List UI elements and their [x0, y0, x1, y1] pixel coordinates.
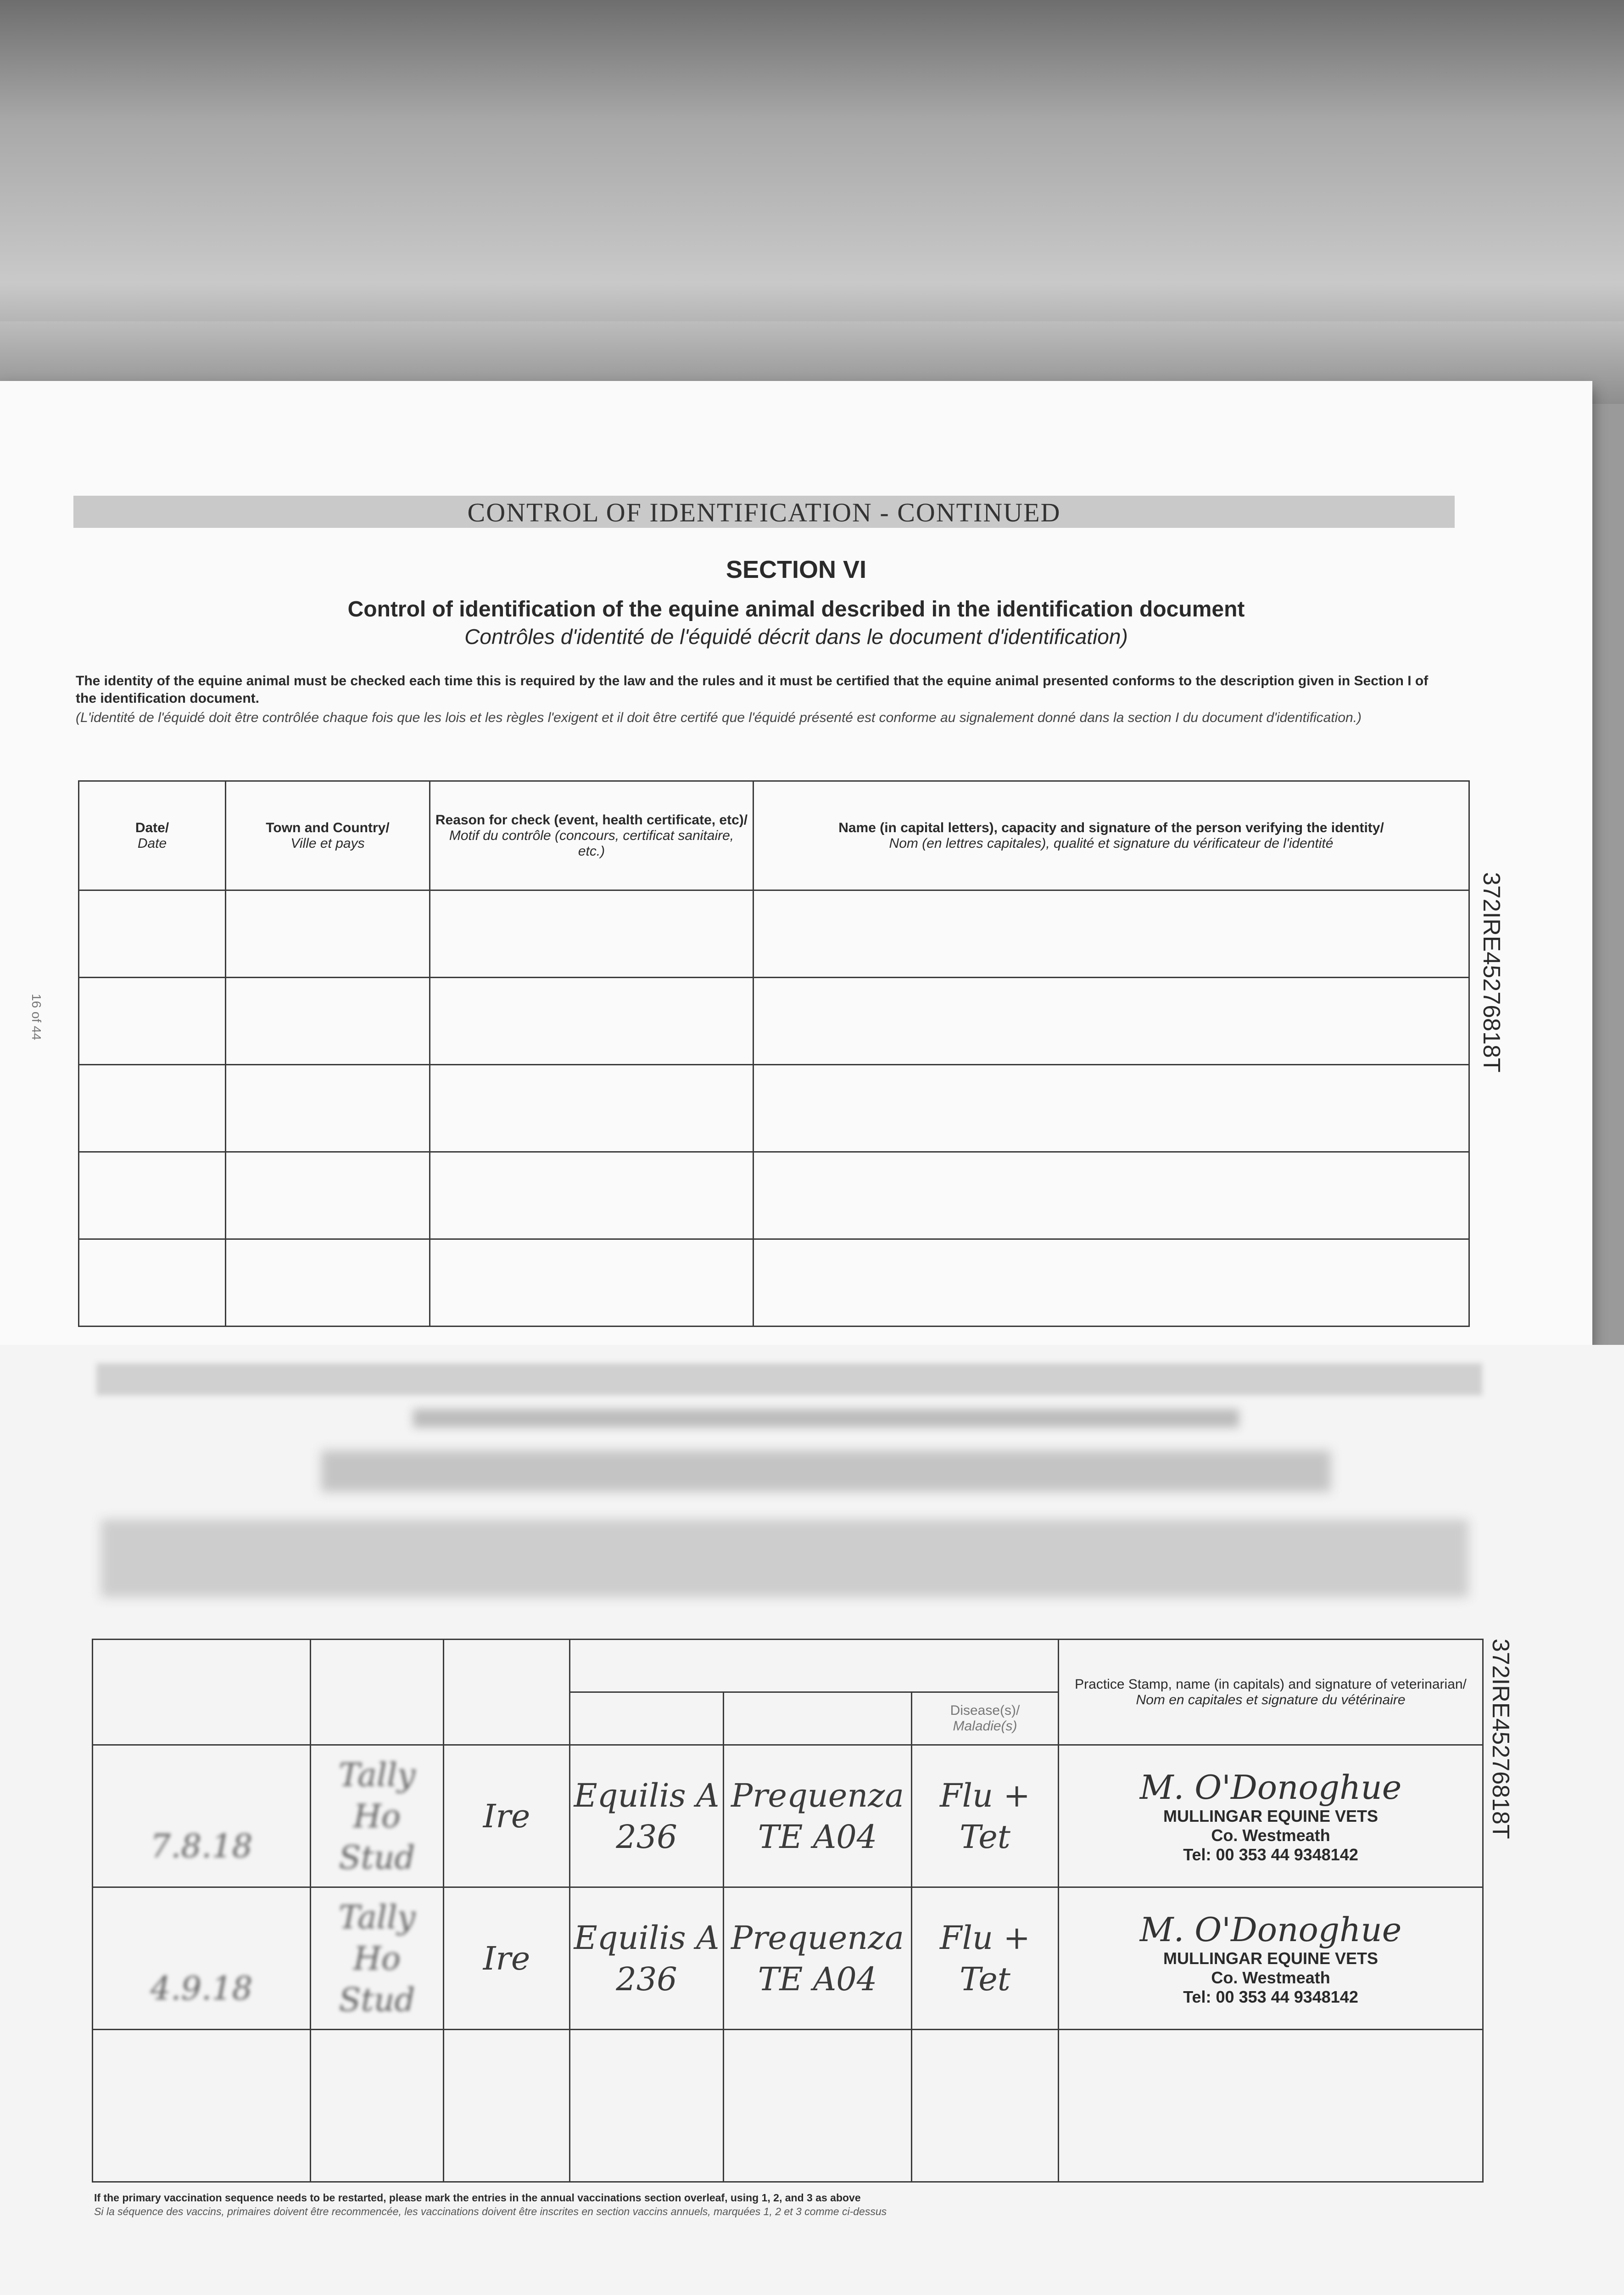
page-number: 16 of 44 [29, 994, 44, 1041]
vaccination-page [0, 1345, 1624, 2295]
vaccination-band-blurred [96, 1363, 1482, 1395]
column-header-date [93, 1640, 311, 1745]
column-header-vaccine-name [570, 1692, 724, 1745]
disease-cell: Flu + Tet [912, 1745, 1059, 1887]
row-label-blurred [93, 2030, 311, 2182]
identification-page [0, 381, 1592, 1345]
blurred-heading [413, 1409, 1239, 1427]
intro-text-french: (L'identité de l'équidé doit être contrôlée chaque fois que les lois et les règles l'exigent et il doit être certifé que l'équidé présenté est conforme au signalement donné dans la section I du document d'identification.) [76, 710, 1362, 725]
band-title: CONTROL OF IDENTIFICATION - CONTINUED [467, 498, 1061, 527]
vet-signature: M. O'Donoghue [1139, 1768, 1402, 1807]
table-header-row [79, 781, 1469, 890]
date-cell: 7.8.18 [93, 1745, 311, 1887]
practice-county: Co. Westmeath [1211, 1825, 1330, 1845]
practice-phone: Tel: 00 353 44 9348142 [1183, 1987, 1358, 2006]
column-header-town: Town and Country/ Ville et pays [226, 781, 430, 890]
table-row [93, 1887, 1483, 2030]
batch-cell: Prequenza TE A04 [724, 1887, 912, 2030]
vaccine-name-cell: Equilis A 236 [570, 1887, 724, 2030]
column-header-date: Date/ Date [79, 781, 226, 890]
column-header-country [444, 1640, 570, 1745]
table-row [79, 1239, 1469, 1327]
table-row [79, 1065, 1469, 1152]
place-cell: Tally Ho Stud [311, 1745, 444, 1887]
section-band [73, 496, 1455, 528]
disease-cell: Flu + Tet [912, 1887, 1059, 2030]
section-heading: SECTION VI [725, 556, 867, 583]
column-header-vaccine [570, 1640, 1059, 1692]
vet-stamp-cell [1059, 1887, 1483, 2030]
practice-phone: Tel: 00 353 44 9348142 [1183, 1845, 1358, 1864]
country-cell: Ire [444, 1887, 570, 2030]
table-row [79, 1152, 1469, 1239]
practice-county: Co. Westmeath [1211, 1968, 1330, 1987]
page-title-french: Contrôles d'identité de l'équidé décrit dans le document d'identification) [464, 625, 1128, 649]
identification-table [78, 780, 1470, 1327]
column-header-place [311, 1640, 444, 1745]
intro-text: The identity of the equine animal must be checked each time this is required by the law and the rules and it must be certified that the equine animal presented conforms to the description given in Section I of the identification document. [76, 673, 1429, 706]
vaccination-table [92, 1639, 1484, 2183]
passport-id-code: 372IRE45276818T [1478, 872, 1505, 1073]
column-header-verifier: Name (in capital letters), capacity and signature of the person verifying the identity/ Nom (en lettres capitales), qualité et signature du vérificateur de l'identité [753, 781, 1469, 890]
table-header-row [93, 1640, 1483, 1692]
table-row [93, 2030, 1483, 2182]
column-header-stamp: Practice Stamp, name (in capitals) and signature of veterinarian/ Nom en capitales et signature du vétérinaire [1059, 1640, 1483, 1745]
date-cell: 4.9.18 [93, 1887, 311, 2030]
table-row [93, 1745, 1483, 1887]
page-title: Control of identification of the equine animal described in the identification document [347, 597, 1245, 621]
column-header-batch [724, 1692, 912, 1745]
blurred-title [321, 1450, 1331, 1492]
vet-signature: M. O'Donoghue [1139, 1910, 1402, 1949]
practice-name: MULLINGAR EQUINE VETS [1163, 1948, 1378, 1968]
batch-cell: Prequenza TE A04 [724, 1745, 912, 1887]
passport-id-code: 372IRE45276818T [1487, 1639, 1514, 1839]
table-row [79, 978, 1469, 1065]
country-cell: Ire [444, 1745, 570, 1887]
vet-stamp-cell [1059, 1745, 1483, 1887]
footnote: If the primary vaccination sequence needs to be restarted, please mark the entries in the annual vaccinations section overleaf, using 1, 2, and 3 as above [94, 2192, 861, 2204]
place-cell: Tally Ho Stud [311, 1887, 444, 2030]
vaccine-name-cell: Equilis A 236 [570, 1745, 724, 1887]
column-header-reason: Reason for check (event, health certificate, etc)/ Motif du contrôle (concours, certificat sanitaire, etc.) [430, 781, 753, 890]
table-row [79, 890, 1469, 978]
practice-name: MULLINGAR EQUINE VETS [1163, 1806, 1378, 1825]
blurred-intro [101, 1519, 1468, 1597]
footnote-french: Si la séquence des vaccins, primaires doivent être recommencée, les vaccinations doivent être inscrites en section vaccins annuels, marquées 1, 2 et 3 comme ci-dessus [94, 2205, 887, 2217]
column-header-disease: Disease(s)/ Maladie(s) [912, 1692, 1059, 1745]
